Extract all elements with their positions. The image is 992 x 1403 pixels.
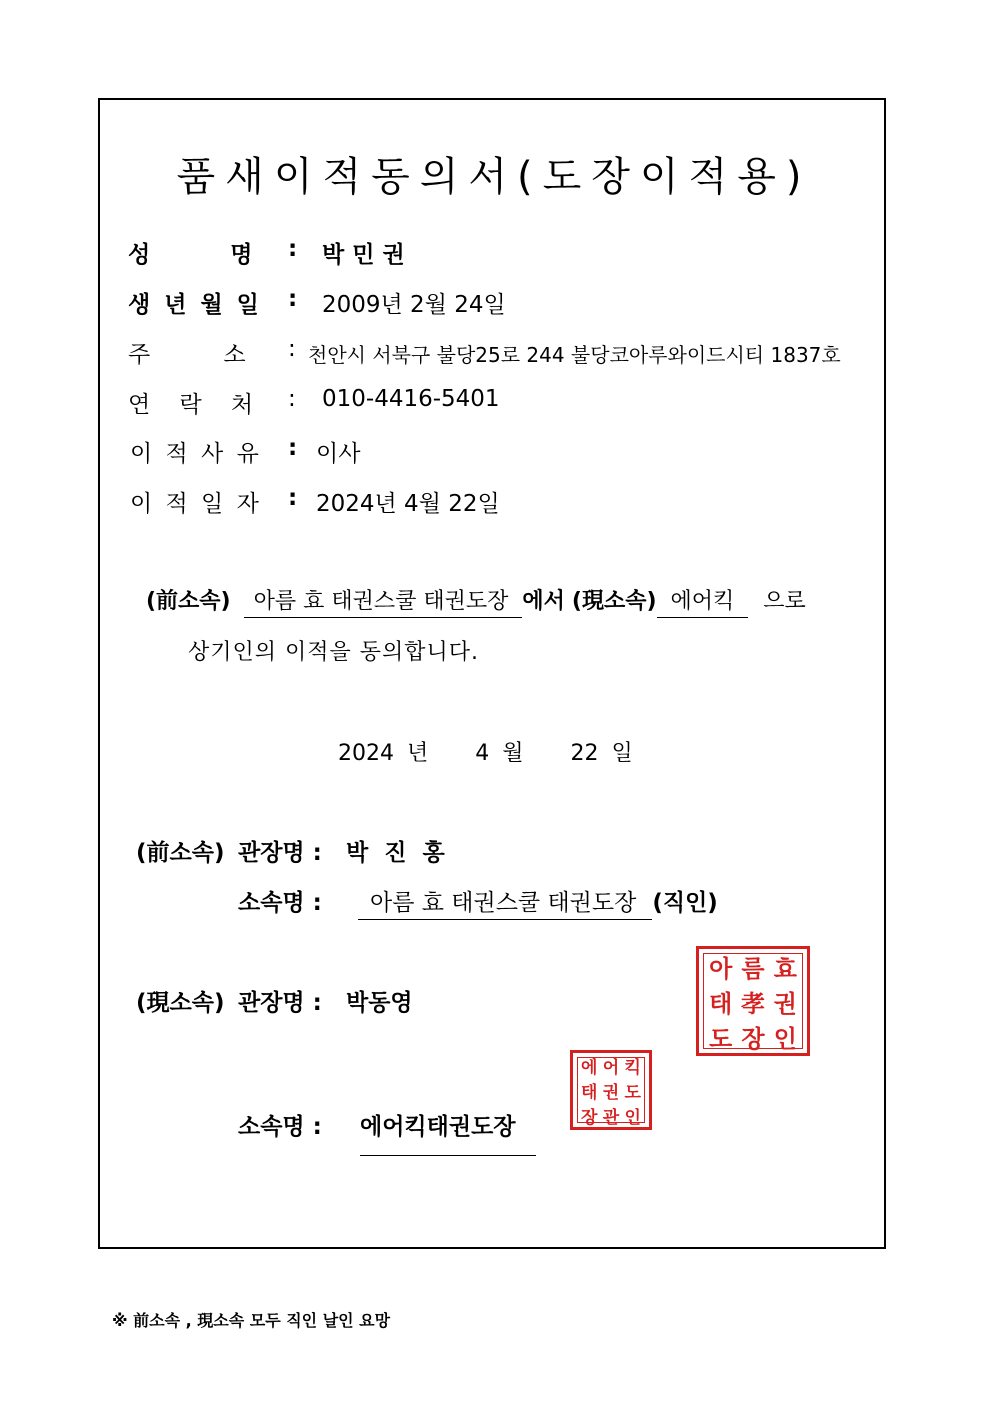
field-value-address: 천안시 서북구 불당25로 244 불당코아루와이드시티 1837호 (308, 343, 841, 367)
field-colon: : (288, 236, 298, 262)
prev-director-name: 박 진 홍 (346, 840, 449, 866)
footnote: ※ 前소속 , 現소속 모두 직인 날인 요망 (112, 1311, 391, 1330)
seal-char: 장 (581, 1107, 598, 1128)
consent-from: 에서 (522, 589, 565, 614)
prev-prefix: (前소속) (136, 840, 225, 866)
seal-char: 태 (709, 989, 733, 1018)
prev-org-line (358, 884, 718, 920)
curr-director-name: 박동영 (346, 990, 413, 1016)
document-title: 품새이적동의서(도장이적용) (176, 154, 812, 200)
document-frame (98, 98, 886, 1249)
curr-prefix: (現소속) (136, 990, 225, 1016)
seal-char: 인 (773, 1024, 797, 1053)
seal-char: 권 (602, 1082, 620, 1103)
seal-char: 태 (581, 1082, 598, 1103)
prev-org-name: 아름 효 태권스쿨 태권도장 (358, 884, 652, 920)
consent-curr-name: 에어킥 (657, 584, 749, 618)
seal-char: 인 (624, 1107, 641, 1128)
date-month-unit: 월 (502, 741, 524, 766)
curr-director-label: 관장명 : (238, 990, 322, 1016)
field-value-birth: 2009년 2월 24일 (322, 292, 506, 318)
field-colon: : (288, 435, 298, 461)
consent-line (146, 584, 806, 618)
field-colon: : (288, 386, 296, 412)
seal-char: 孝 (740, 989, 765, 1018)
prev-org-seal (696, 946, 810, 1056)
field-label-transfer-date: 이 적 일 자 (130, 491, 262, 517)
consent-prev-name: 아름 효 태권스쿨 태권도장 (244, 584, 523, 618)
prev-director-label: 관장명 : (238, 840, 322, 866)
seal-char: 관 (602, 1107, 620, 1128)
seal-char: 킥 (624, 1057, 641, 1078)
consent-to: 으로 (763, 589, 806, 614)
seal-char: 에 (581, 1057, 598, 1078)
date-day-unit: 일 (611, 741, 633, 766)
field-label-birth: 생 년 월 일 (128, 292, 262, 318)
seal-inner (703, 953, 803, 1053)
field-label-address: 주 소 (128, 342, 246, 368)
consent-curr-prefix: (現소속) (571, 589, 657, 614)
seal-inner (577, 1057, 645, 1128)
curr-org-name: 에어킥태권도장 (360, 1108, 536, 1156)
curr-org-seal (570, 1050, 652, 1130)
date-year: 2024 (338, 741, 394, 766)
field-label-reason: 이 적 사 유 (130, 441, 262, 467)
field-value-contact: 010-4416-5401 (322, 386, 500, 412)
field-colon: : (288, 286, 298, 312)
curr-org-label: 소속명 : (238, 1114, 322, 1140)
seal-char: 도 (709, 1024, 733, 1053)
consent-prev-prefix: (前소속) (146, 589, 231, 614)
seal-char: 효 (773, 954, 797, 983)
sign-date (338, 736, 633, 767)
field-label-contact: 연 락 처 (128, 392, 254, 418)
date-day: 22 (570, 741, 599, 766)
seal-char: 어 (602, 1057, 620, 1078)
date-month: 4 (475, 741, 490, 766)
field-colon: : (288, 336, 296, 362)
seal-char: 아 (709, 954, 733, 983)
prev-seal-note: (직인) (652, 890, 718, 916)
field-colon: : (288, 485, 298, 511)
field-label-name: 성 명 (128, 242, 253, 268)
prev-org-label: 소속명 : (238, 890, 322, 916)
seal-char: 도 (624, 1082, 641, 1103)
date-year-unit: 년 (407, 741, 429, 766)
seal-char: 장 (741, 1024, 765, 1053)
seal-char: 름 (741, 954, 765, 983)
seal-char: 권 (773, 989, 797, 1018)
field-value-reason: 이사 (316, 441, 361, 467)
field-value-name: 박 민 권 (322, 242, 405, 268)
field-value-transfer-date: 2024년 4월 22일 (316, 491, 500, 517)
consent-line-2: 상기인의 이적을 동의합니다. (188, 640, 480, 665)
